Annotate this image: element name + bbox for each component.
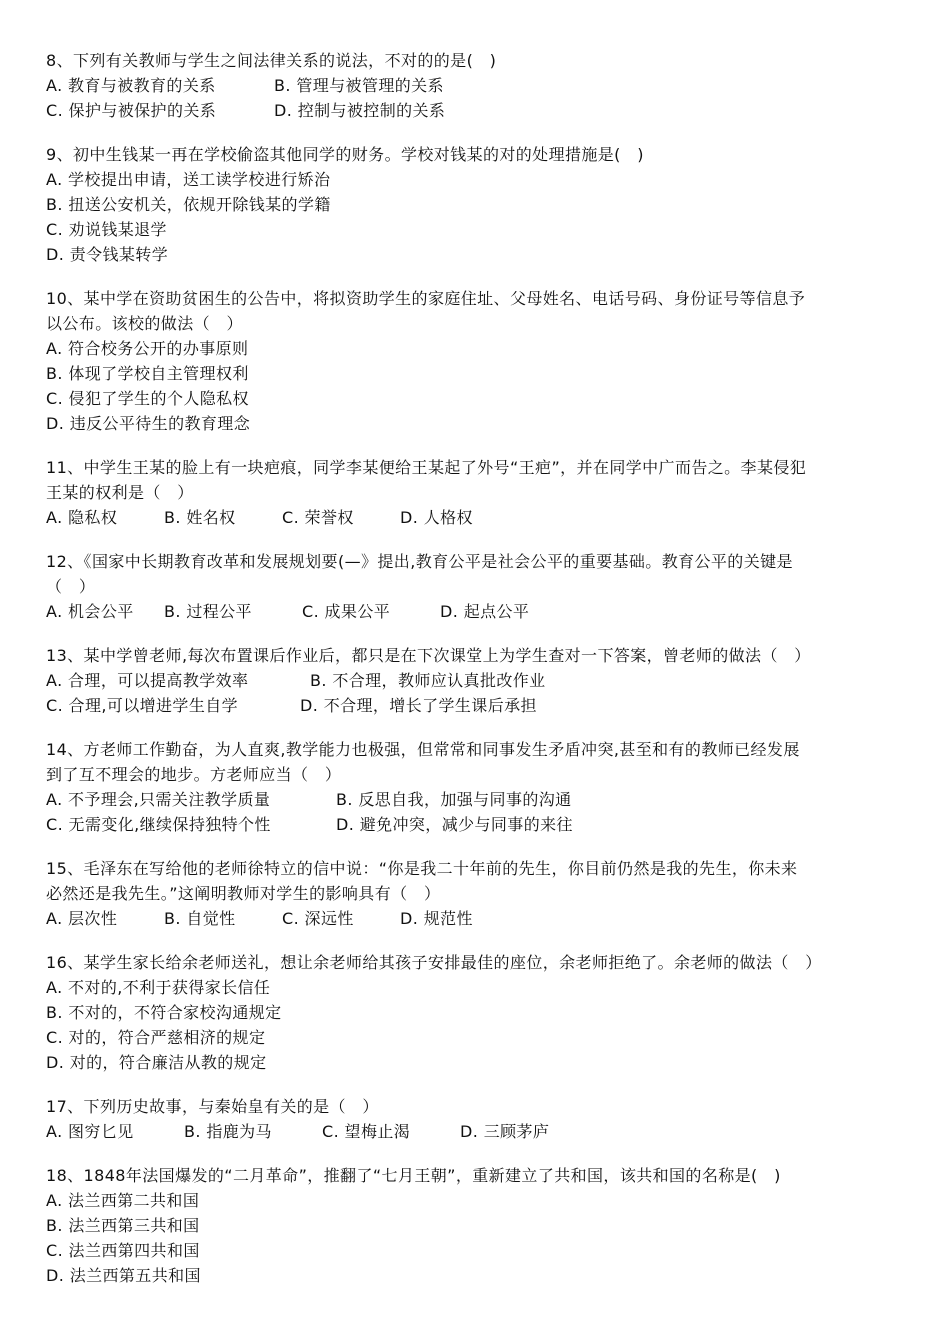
- question-stem-line-2: 王某的权利是（ ）: [46, 483, 194, 502]
- option-d: D. 避免冲突，减少与同事的来往: [336, 815, 573, 834]
- option-b: B. 指鹿为马: [184, 1122, 272, 1141]
- question-stem-line-2: 到了互不理会的地步。方老师应当（ ）: [46, 765, 342, 784]
- option-d: D. 人格权: [400, 508, 473, 527]
- question-13: [46, 643, 906, 718]
- option-a: A. 教育与被教育的关系: [46, 76, 216, 95]
- option-a: A. 合理，可以提高教学效率: [46, 671, 249, 690]
- question-18: [46, 1163, 906, 1288]
- option-c: C. 对的，符合严慈相济的规定: [46, 1028, 266, 1047]
- option-a: A. 符合校务公开的办事原则: [46, 339, 249, 358]
- question-11: [46, 455, 906, 530]
- question-17: [46, 1094, 906, 1144]
- option-c: C. 深远性: [282, 909, 354, 928]
- question-16: [46, 950, 906, 1075]
- option-d: D. 责令钱某转学: [46, 245, 169, 264]
- option-c: C. 法兰西第四共和国: [46, 1241, 200, 1260]
- options-row: [46, 73, 906, 98]
- option-d: D. 法兰西第五共和国: [46, 1266, 201, 1285]
- option-d: D. 对的，符合廉洁从教的规定: [46, 1053, 267, 1072]
- option-b: B. 扭送公安机关，依规开除钱某的学籍: [46, 195, 331, 214]
- question-9: [46, 142, 906, 267]
- question-15: [46, 856, 906, 931]
- option-c: C. 保护与被保护的关系: [46, 101, 217, 120]
- question-14: [46, 737, 906, 837]
- option-c: C. 合理,可以增进学生自学: [46, 696, 239, 715]
- option-a: A. 层次性: [46, 909, 118, 928]
- question-12: [46, 549, 906, 624]
- option-c: C. 无需变化,继续保持独特个性: [46, 815, 271, 834]
- option-d: D. 三顾茅庐: [460, 1122, 550, 1141]
- option-c: C. 成果公平: [302, 602, 391, 621]
- question-stem: 9、初中生钱某一再在学校偷盗其他同学的财务。学校对钱某的对的处理措施是( ): [46, 145, 644, 164]
- options-row: [46, 906, 906, 931]
- option-a: A. 不予理会,只需关注教学质量: [46, 790, 271, 809]
- option-b: B. 姓名权: [164, 508, 236, 527]
- option-b: B. 法兰西第三共和国: [46, 1216, 200, 1235]
- option-b: B. 体现了学校自主管理权利: [46, 364, 249, 383]
- option-b: B. 不合理，教师应认真批改作业: [310, 671, 546, 690]
- question-stem-line-2: 必然还是我先生。”这阐明教师对学生的影响具有（ ）: [46, 884, 441, 903]
- question-stem-line-1: 15、毛泽东在写给他的老师徐特立的信中说：“你是我二十年前的先生，你目前仍然是我的先生，你未来: [46, 859, 798, 878]
- option-d: D. 规范性: [400, 909, 473, 928]
- question-stem: 18、1848年法国爆发的“二月革命”，推翻了“七月王朝”，重新建立了共和国，该共和国的名称是( ): [46, 1166, 781, 1185]
- option-a: A. 不对的,不利于获得家长信任: [46, 978, 271, 997]
- option-b: B. 不对的，不符合家校沟通规定: [46, 1003, 282, 1022]
- options-row: [46, 812, 906, 837]
- option-a: A. 法兰西第二共和国: [46, 1191, 200, 1210]
- question-stem-line-2: （ ）: [46, 577, 96, 596]
- options-row: [46, 1119, 906, 1144]
- question-stem-line-2: 以公布。该校的做法（ ）: [46, 314, 243, 333]
- option-d: D. 不合理，增长了学生课后承担: [300, 696, 537, 715]
- question-stem-line-1: 12、《国家中长期教育改革和发展规划要(—》提出,教育公平是社会公平的重要基础。教育公平的关键是: [46, 552, 793, 571]
- option-a: A. 隐私权: [46, 508, 118, 527]
- option-a: A. 学校提出申请，送工读学校进行矫治: [46, 170, 331, 189]
- options-row: [46, 787, 906, 812]
- options-row: [46, 693, 906, 718]
- question-stem: 13、某中学曾老师,每次布置课后作业后，都只是在下次课堂上为学生查对一下答案，曾老师的做法（ ）: [46, 646, 811, 665]
- question-stem: 16、某学生家长给余老师送礼，想让余老师给其孩子安排最佳的座位，余老师拒绝了。余老师的做法（ ）: [46, 953, 822, 972]
- option-b: B. 过程公平: [164, 602, 252, 621]
- question-10: [46, 286, 906, 436]
- option-b: B. 反思自我，加强与同事的沟通: [336, 790, 572, 809]
- question-8: [46, 48, 906, 123]
- options-row: [46, 599, 906, 624]
- options-row: [46, 668, 906, 693]
- option-b: B. 自觉性: [164, 909, 236, 928]
- option-c: C. 望梅止渴: [322, 1122, 411, 1141]
- question-stem: 8、下列有关教师与学生之间法律关系的说法，不对的的是( ): [46, 51, 497, 70]
- option-d: D. 违反公平待生的教育理念: [46, 414, 251, 433]
- option-c: C. 劝说钱某退学: [46, 220, 167, 239]
- option-a: A. 机会公平: [46, 602, 134, 621]
- question-stem-line-1: 10、某中学在资助贫困生的公告中，将拟资助学生的家庭住址、父母姓名、电话号码、身份证号等信息予: [46, 289, 806, 308]
- options-row: [46, 98, 906, 123]
- question-stem-line-1: 11、中学生王某的脸上有一块疤痕，同学李某便给王某起了外号“王疤”，并在同学中广而告之。李某侵犯: [46, 458, 807, 477]
- option-d: D. 控制与被控制的关系: [274, 101, 446, 120]
- options-row: [46, 505, 906, 530]
- question-stem: 17、下列历史故事，与秦始皇有关的是（ ）: [46, 1097, 379, 1116]
- option-d: D. 起点公平: [440, 602, 530, 621]
- exam-page: [46, 48, 906, 1307]
- option-a: A. 图穷匕见: [46, 1122, 134, 1141]
- option-b: B. 管理与被管理的关系: [274, 76, 444, 95]
- option-c: C. 侵犯了学生的个人隐私权: [46, 389, 249, 408]
- option-c: C. 荣誉权: [282, 508, 354, 527]
- question-stem-line-1: 14、方老师工作勤奋，为人直爽,教学能力也极强，但常常和同事发生矛盾冲突,甚至和有的教师已经发展: [46, 740, 800, 759]
